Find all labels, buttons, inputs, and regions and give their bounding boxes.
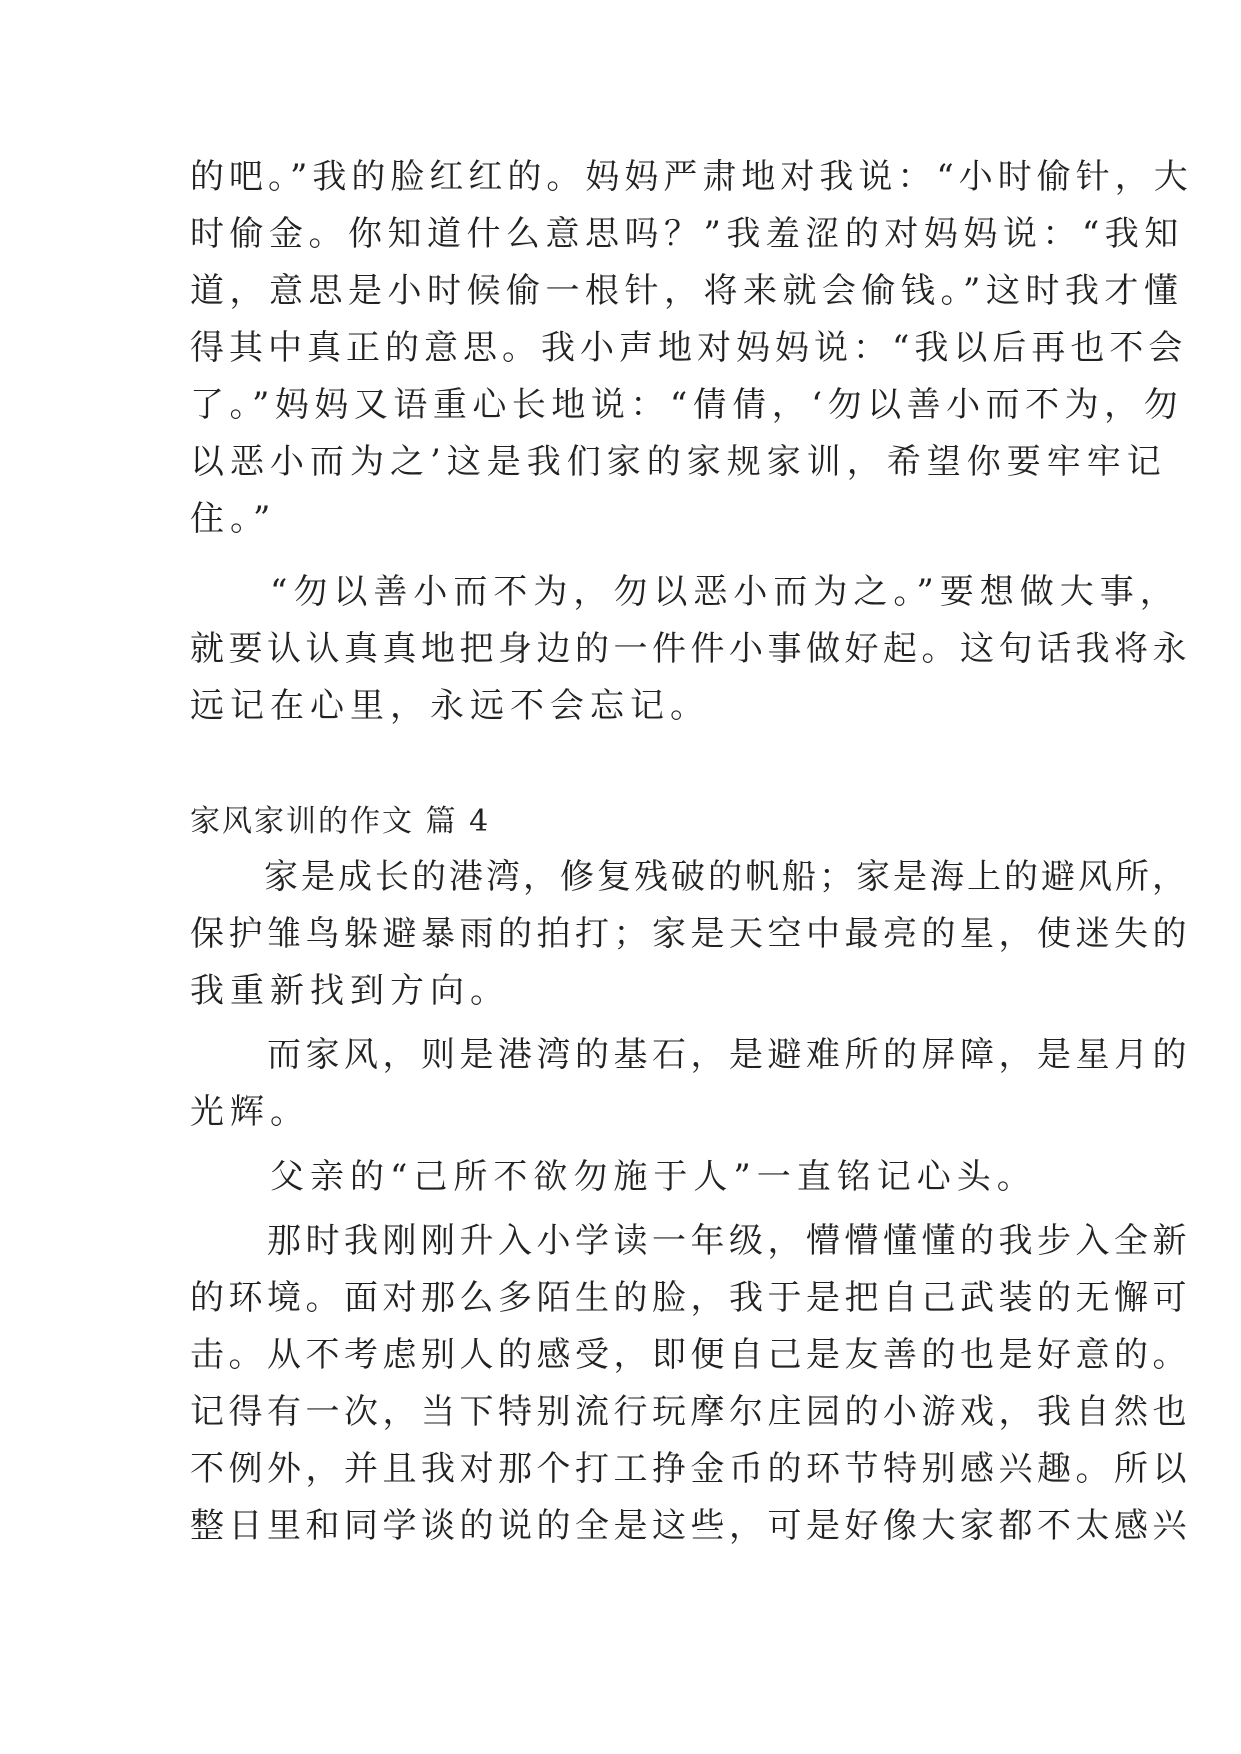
text-line: 远记在心里，永远不会忘记。 <box>190 686 710 726</box>
text-line: 而家风，则是港湾的基石，是避难所的屏障，是星月的 <box>190 1035 1191 1075</box>
text-line: 了。”妈妈又语重心长地说：“倩倩，‘勿以善小而不为，勿 <box>190 385 1184 425</box>
text-line: “勿以善小而不为，勿以恶小而为之。”要想做大事， <box>190 572 1180 612</box>
text-line: 击。从不考虑别人的感受，即便自己是友善的也是好意的。 <box>190 1335 1191 1375</box>
text-line: 父亲的“己所不欲勿施于人”一直铭记心头。 <box>190 1157 1037 1197</box>
text-line: 整日里和同学谈的说的全是这些，可是好像大家都不太感兴 <box>190 1506 1191 1546</box>
text-line: 道，意思是小时候偷一根针，将来就会偷钱。”这时我才懂 <box>190 271 1184 311</box>
text-line: 不例外，并且我对那个打工挣金币的环节特别感兴趣。所以 <box>190 1449 1191 1489</box>
text-line: 时偷金。你知道什么意思吗？”我羞涩的对妈妈说：“我知 <box>190 214 1184 254</box>
text-line: 以恶小而为之’这是我们家的家规家训，希望你要牢牢记 <box>190 442 1167 482</box>
text-line: 光辉。 <box>190 1092 310 1132</box>
text-line: 的吧。”我的脸红红的。妈妈严肃地对我说：“小时偷针，大 <box>190 157 1193 197</box>
text-line: 保护雏鸟躲避暴雨的拍打；家是天空中最亮的星，使迷失的 <box>190 914 1191 954</box>
section-heading: 家风家训的作文 篇 4 <box>190 804 491 839</box>
text-line: 的环境。面对那么多陌生的脸，我于是把自己武装的无懈可 <box>190 1278 1191 1318</box>
text-line: 得其中真正的意思。我小声地对妈妈说：“我以后再也不会 <box>190 328 1188 368</box>
text-line: 记得有一次，当下特别流行玩摩尔庄园的小游戏，我自然也 <box>190 1392 1191 1432</box>
text-line: 那时我刚刚升入小学读一年级，懵懵懂懂的我步入全新 <box>190 1221 1191 1261</box>
text-line: 家是成长的港湾，修复残破的帆船；家是海上的避风所， <box>190 857 1189 897</box>
text-line: 就要认认真真地把身边的一件件小事做好起。这句话我将永 <box>190 629 1191 669</box>
text-line: 我重新找到方向。 <box>190 971 510 1011</box>
text-line: 住。” <box>190 499 277 539</box>
